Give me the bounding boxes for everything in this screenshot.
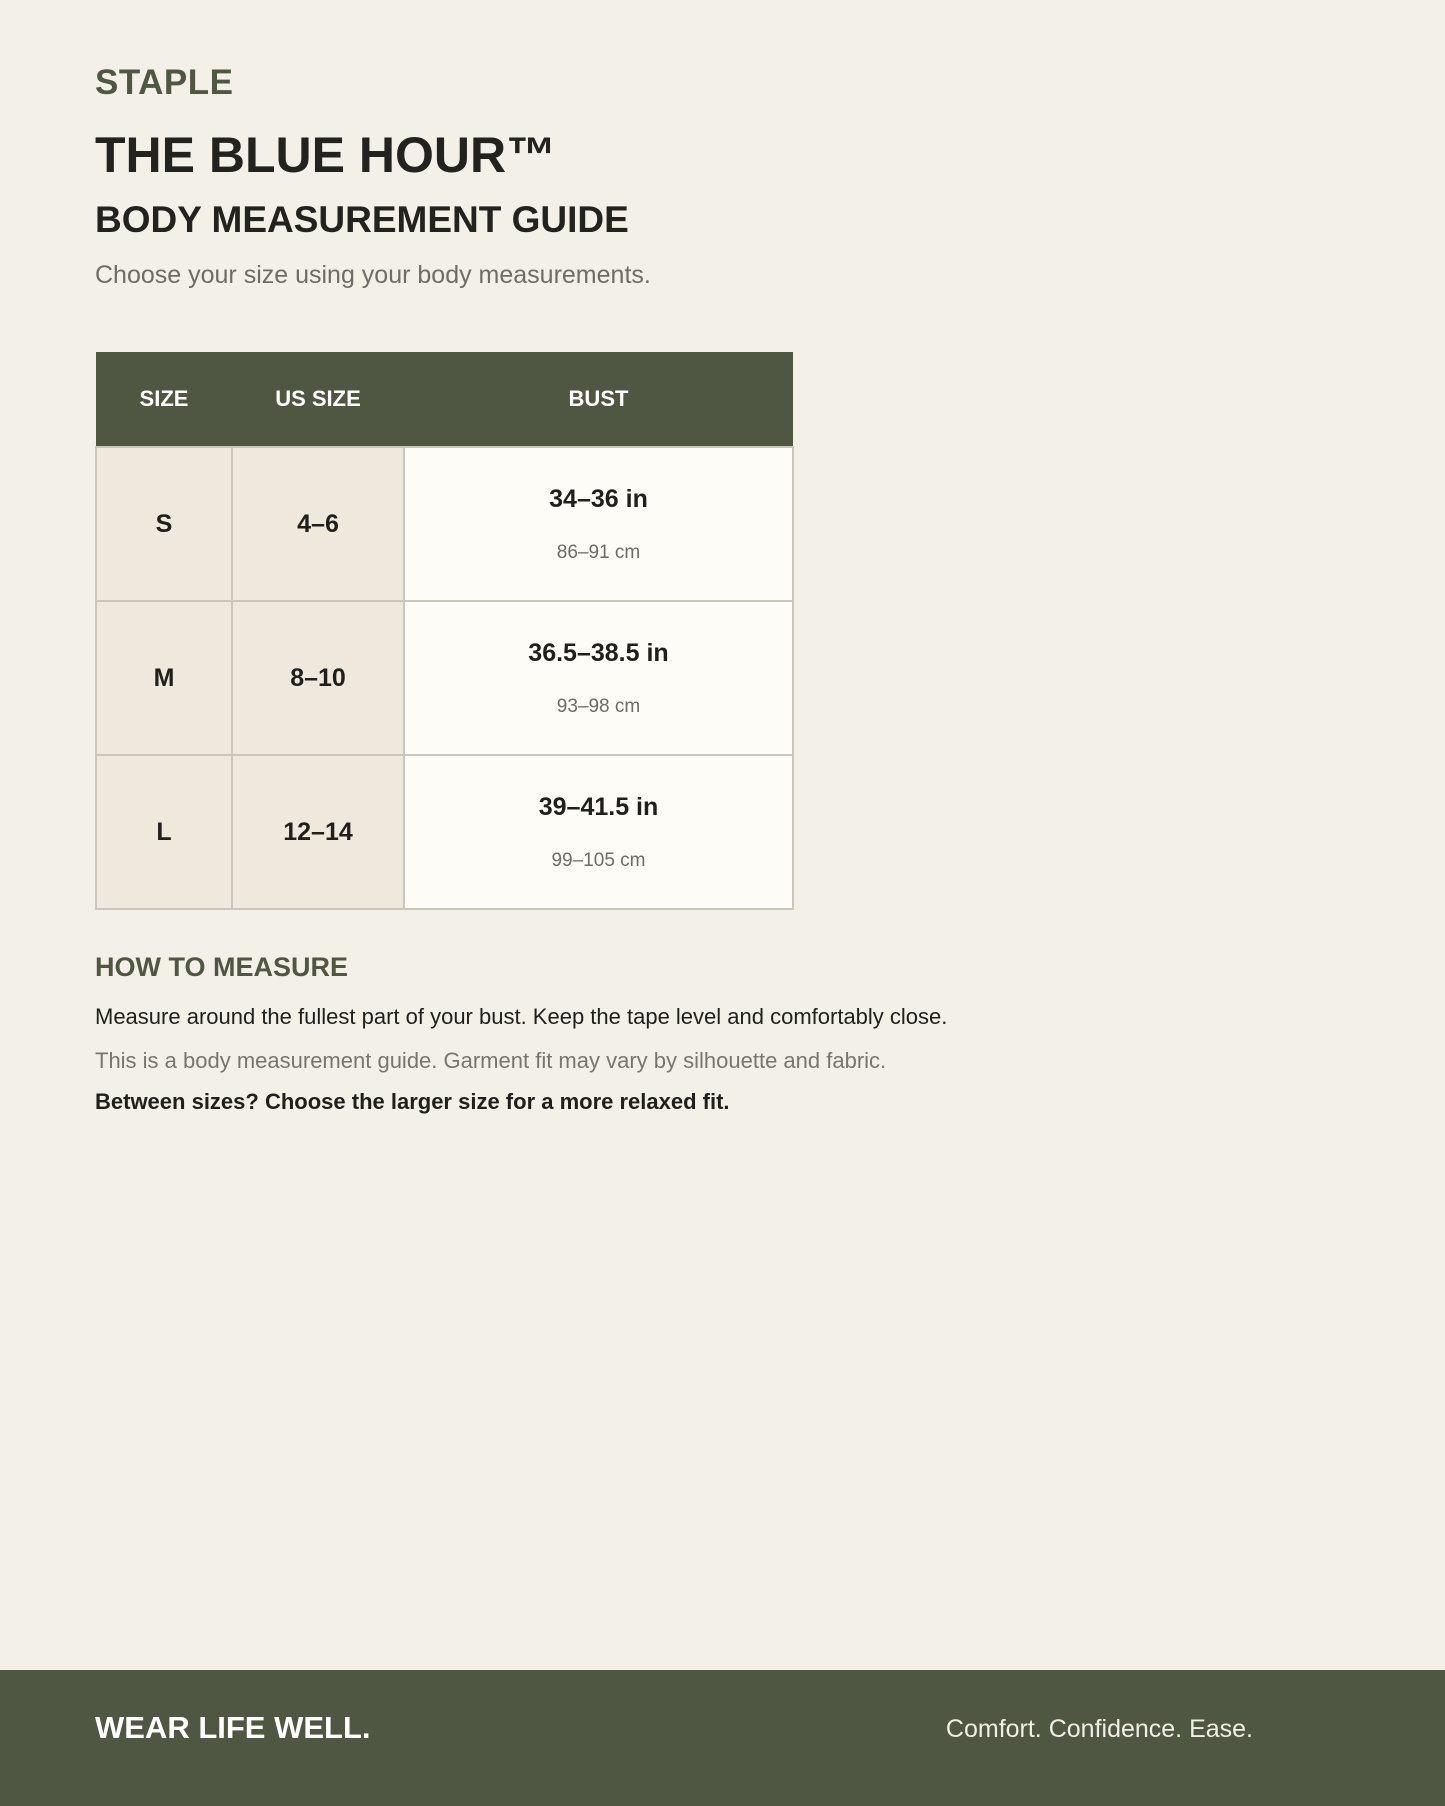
size-cell: S (96, 447, 232, 601)
bust-inches: 34–36 in (549, 484, 648, 513)
guide-title: BODY MEASUREMENT GUIDE (95, 199, 629, 240)
footer-slogan: WEAR LIFE WELL. (95, 1710, 371, 1745)
bust-centimeters: 99–105 cm (551, 849, 646, 871)
between-sizes-tip: Between sizes? Choose the larger size for a more relaxed fit. (95, 1089, 730, 1114)
size-chart-table (95, 352, 794, 910)
bust-inches: 36.5–38.5 in (528, 638, 669, 667)
us-size-cell: 4–6 (232, 447, 404, 601)
us-size-cell: 8–10 (232, 601, 404, 755)
size-cell: M (96, 601, 232, 755)
bust-centimeters: 93–98 cm (556, 695, 641, 717)
bust-centimeters: 86–91 cm (556, 541, 641, 563)
size-cell: L (96, 755, 232, 909)
table-header-row (96, 352, 793, 447)
column-header-bust: BUST (404, 352, 793, 447)
column-header-size: SIZE (96, 352, 232, 447)
table-row (96, 447, 793, 601)
us-size-cell: 12–14 (232, 755, 404, 909)
footer-bar (0, 1670, 1445, 1806)
bust-inches: 39–41.5 in (538, 792, 659, 821)
table-row (96, 601, 793, 755)
how-to-measure-heading: HOW TO MEASURE (95, 952, 349, 982)
guide-subtitle: Choose your size using your body measurements. (95, 261, 651, 289)
footer-tagline: Comfort. Confidence. Ease. (945, 1715, 1253, 1743)
brand-name: STAPLE (95, 63, 234, 102)
measure-instruction: Measure around the fullest part of your bust. Keep the tape level and comfortably close. (95, 1004, 948, 1029)
product-title: THE BLUE HOUR™ (95, 127, 557, 183)
column-header-us-size: US SIZE (232, 352, 404, 447)
table-row (96, 755, 793, 909)
bust-cell (404, 755, 793, 909)
bust-cell (404, 601, 793, 755)
fit-disclaimer: This is a body measurement guide. Garment fit may vary by silhouette and fabric. (95, 1048, 887, 1073)
bust-cell (404, 447, 793, 601)
